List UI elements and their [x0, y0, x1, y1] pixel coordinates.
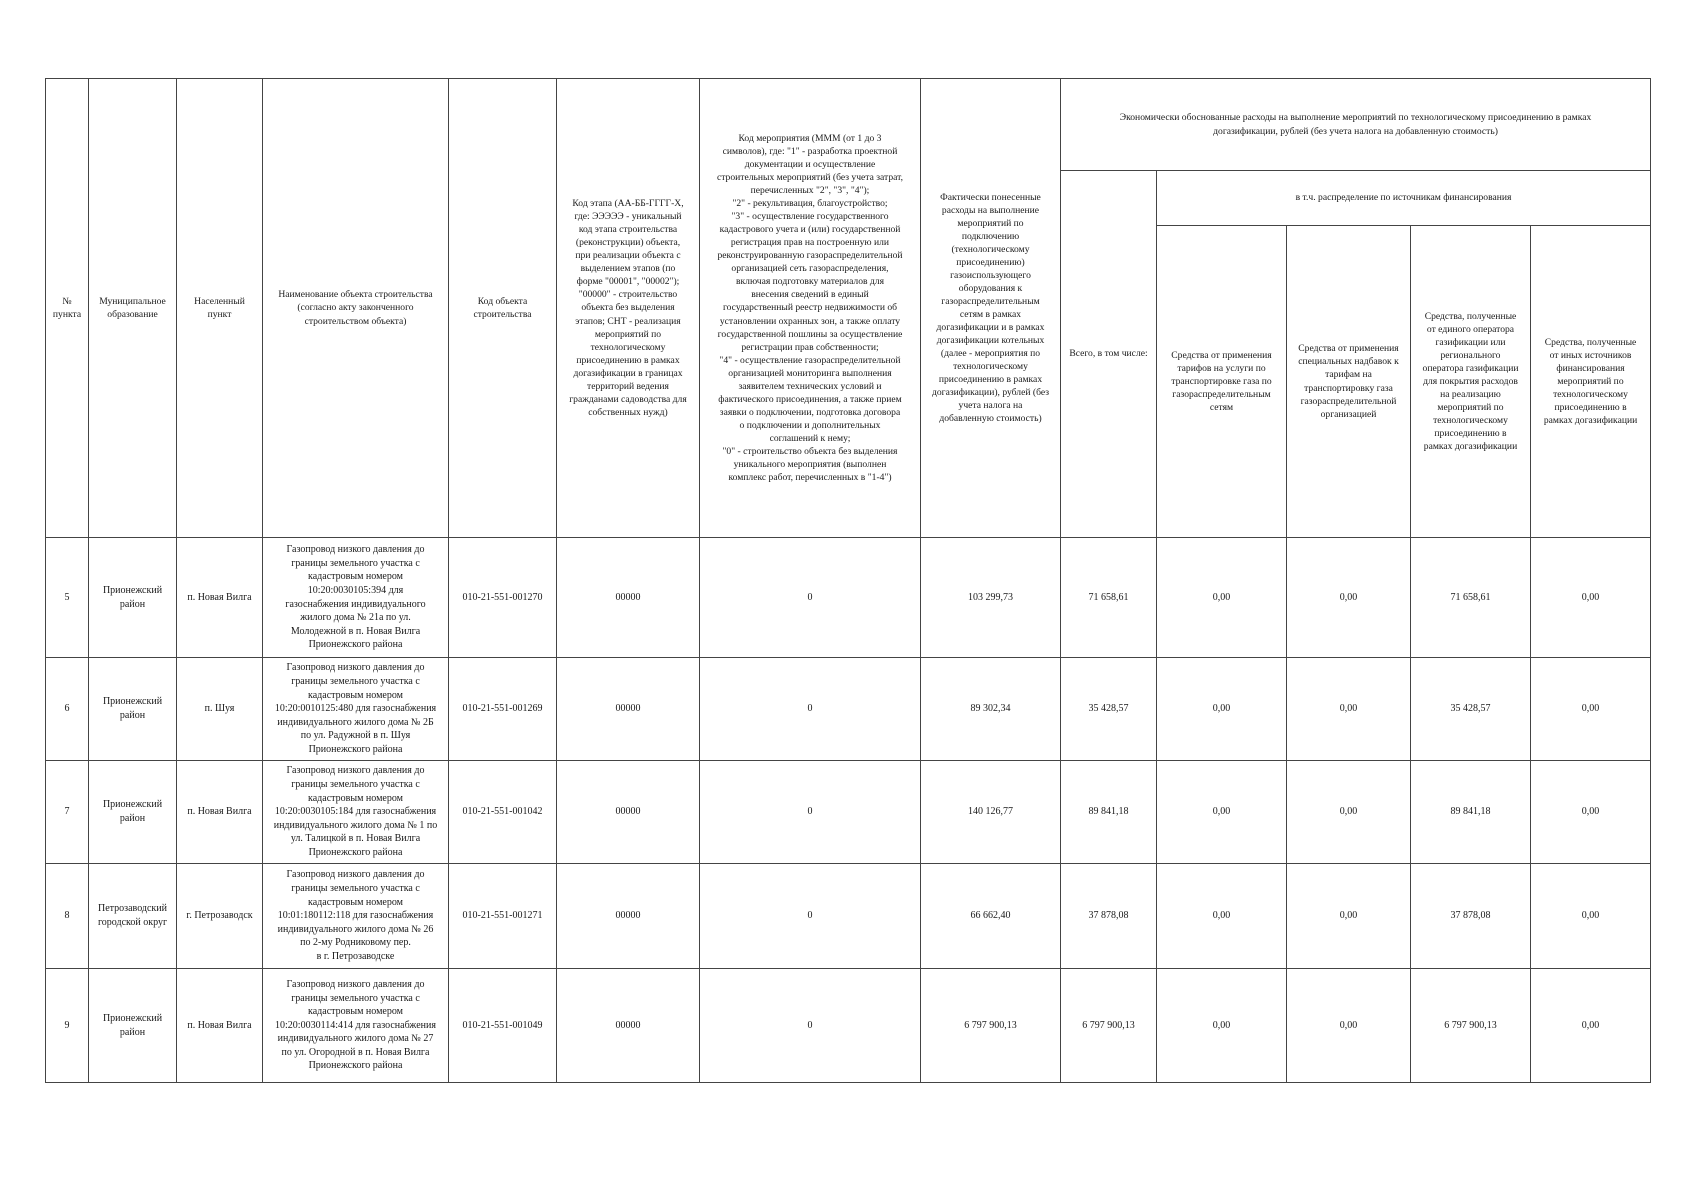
cell-src-operator: 37 878,08 — [1411, 864, 1531, 969]
cell-src-other: 0,00 — [1531, 761, 1651, 864]
cell-src-operator: 6 797 900,13 — [1411, 969, 1531, 1083]
cell-object-code: 010-21-551-001271 — [449, 864, 557, 969]
cell-locality: п. Новая Вилга — [177, 969, 263, 1083]
cell-src-operator: 35 428,57 — [1411, 658, 1531, 761]
cell-src-surcharges: 0,00 — [1287, 864, 1411, 969]
cell-src-surcharges: 0,00 — [1287, 969, 1411, 1083]
table-body — [46, 538, 1651, 1083]
cell-activity-code: 0 — [700, 538, 921, 658]
cell-src-surcharges: 0,00 — [1287, 761, 1411, 864]
header-num: № пункта — [46, 79, 89, 538]
cell-src-other: 0,00 — [1531, 864, 1651, 969]
cell-locality: п. Новая Вилга — [177, 761, 263, 864]
header-activity-code: Код мероприятия (МММ (от 1 до 3 символов), где: "1" - разработка проектной документации и осуществление строительных мероприятий (без учета затрат, перечисленных "2", "3", "4"); "2" - рекультивация, благоустройство; "3" - осуществление государственного кадастрового учета и (или) государственной регистрация прав на построенную или реконструированную газораспределительной организацией сеть газораспределения, включая подготовку материалов для внесения сведений в единый государственный реестр недвижимости об установлении охранных зон, а также оплату государственной пошлины за осуществление регистрации прав собственности; "4" - осуществление газораспределительной организацией мониторинга выполнения заявителем технических условий и фактического присоединения, а также прием заявки о подключении, подготовка договора о подключении и дополнительных соглашений к нему; "0" - строительство объекта без выделения уникального мероприятия (выполнен комплекс работ, перечисленных в "1-4") — [700, 79, 921, 538]
cell-actual-costs: 140 126,77 — [921, 761, 1061, 864]
cell-object-code: 010-21-551-001269 — [449, 658, 557, 761]
header-stage-code: Код этапа (АА-ББ-ГГГГ-Х, где: ЭЭЭЭЭ - уникальный код этапа строительства (реконструкции) объекта, при реализации объекта с выделением этапов (по форме "00001", "00002"); "00000" - строительство объекта без выделения этапов; СНТ - реализация мероприятий по технологическому присоединению в рамках догазификации в границах территорий ведения гражданами садоводства для собственных нужд) — [557, 79, 700, 538]
cell-actual-costs: 66 662,40 — [921, 864, 1061, 969]
cell-num: 8 — [46, 864, 89, 969]
table-row — [46, 761, 1651, 864]
cell-municipality: Прионежский район — [89, 969, 177, 1083]
header-object-code: Код объекта строительства — [449, 79, 557, 538]
cell-src-surcharges: 0,00 — [1287, 658, 1411, 761]
table-row — [46, 538, 1651, 658]
cell-src-operator: 89 841,18 — [1411, 761, 1531, 864]
cell-locality: п. Новая Вилга — [177, 538, 263, 658]
header-object-name: Наименование объекта строительства (согласно акту законченного строительством объекта) — [263, 79, 449, 538]
cell-num: 9 — [46, 969, 89, 1083]
cell-municipality: Прионежский район — [89, 761, 177, 864]
cell-activity-code: 0 — [700, 761, 921, 864]
header-municipality: Муниципальное образование — [89, 79, 177, 538]
table-header — [46, 79, 1651, 538]
cell-src-operator: 71 658,61 — [1411, 538, 1531, 658]
cell-total: 37 878,08 — [1061, 864, 1157, 969]
table-row — [46, 864, 1651, 969]
header-src-operator: Средства, полученные от единого оператора газификации или регионального оператора газификации для покрытия расходов на реализацию мероприятий по технологическому присоединению в рамках догазификации — [1411, 226, 1531, 538]
cell-src-tariffs: 0,00 — [1157, 969, 1287, 1083]
cell-num: 6 — [46, 658, 89, 761]
cell-num: 7 — [46, 761, 89, 864]
cell-object-name: Газопровод низкого давления до границы земельного участка с кадастровым номером 10:01:180112:118 для газоснабжения индивидуального жилого дома № 26 по 2-му Родниковому пер. в г. Петрозаводске — [263, 864, 449, 969]
cell-municipality: Петрозаводский городской округ — [89, 864, 177, 969]
cell-actual-costs: 103 299,73 — [921, 538, 1061, 658]
cell-src-tariffs: 0,00 — [1157, 761, 1287, 864]
cell-object-name: Газопровод низкого давления до границы земельного участка с кадастровым номером 10:20:0030114:414 для газоснабжения индивидуального жилого дома № 27 по ул. Огородной в п. Новая Вилга Прионежского района — [263, 969, 449, 1083]
cell-total: 89 841,18 — [1061, 761, 1157, 864]
cell-activity-code: 0 — [700, 864, 921, 969]
cell-src-other: 0,00 — [1531, 658, 1651, 761]
cell-activity-code: 0 — [700, 658, 921, 761]
cell-src-tariffs: 0,00 — [1157, 658, 1287, 761]
header-distribution: в т.ч. распределение по источникам финансирования — [1157, 171, 1651, 226]
cell-stage-code: 00000 — [557, 969, 700, 1083]
header-locality: Населенный пункт — [177, 79, 263, 538]
cell-total: 35 428,57 — [1061, 658, 1157, 761]
cell-object-name: Газопровод низкого давления до границы земельного участка с кадастровым номером 10:20:0030105:394 для газоснабжения индивидуального жилого дома № 21а по ул. Молодежной в п. Новая Вилга Прионежского района — [263, 538, 449, 658]
cell-locality: г. Петрозаводск — [177, 864, 263, 969]
cell-actual-costs: 6 797 900,13 — [921, 969, 1061, 1083]
cost-table — [45, 78, 1651, 1083]
cell-src-tariffs: 0,00 — [1157, 864, 1287, 969]
header-src-other: Средства, полученные от иных источников финансирования мероприятий по технологическому присоединению в рамках догазификации — [1531, 226, 1651, 538]
cell-municipality: Прионежский район — [89, 538, 177, 658]
cell-object-name: Газопровод низкого давления до границы земельного участка с кадастровым номером 10:20:0010125:480 для газоснабжения индивидуального жилого дома № 2Б по ул. Радужной в п. Шуя Прионежского района — [263, 658, 449, 761]
cell-object-code: 010-21-551-001270 — [449, 538, 557, 658]
cell-actual-costs: 89 302,34 — [921, 658, 1061, 761]
cell-object-name: Газопровод низкого давления до границы земельного участка с кадастровым номером 10:20:0030105:184 для газоснабжения индивидуального жилого дома № 1 по ул. Талицкой в п. Новая Вилга Прионежского района — [263, 761, 449, 864]
header-src-tariffs: Средства от применения тарифов на услуги по транспортировке газа по газораспределительным сетям — [1157, 226, 1287, 538]
header-src-surcharges: Средства от применения специальных надбавок к тарифам на транспортировку газа газораспределительной организацией — [1287, 226, 1411, 538]
cell-locality: п. Шуя — [177, 658, 263, 761]
header-economic-costs: Экономически обоснованные расходы на выполнение мероприятий по технологическому присоединению в рамках догазификации, рублей (без учета налога на добавленную стоимость) — [1061, 79, 1651, 171]
header-actual-costs: Фактически понесенные расходы на выполнение мероприятий по подключению (технологическому присоединению) газоиспользующего оборудования к газораспределительным сетям в рамках догазификации и в рамках догазификации котельных (далее - мероприятия по технологическому присоединению в рамках догазификации), рублей (без учета налога на добавленную стоимость) — [921, 79, 1061, 538]
table-row — [46, 658, 1651, 761]
cell-stage-code: 00000 — [557, 538, 700, 658]
cell-src-other: 0,00 — [1531, 969, 1651, 1083]
cell-total: 71 658,61 — [1061, 538, 1157, 658]
cell-num: 5 — [46, 538, 89, 658]
cell-total: 6 797 900,13 — [1061, 969, 1157, 1083]
table-row — [46, 969, 1651, 1083]
header-total: Всего, в том числе: — [1061, 171, 1157, 538]
cell-object-code: 010-21-551-001042 — [449, 761, 557, 864]
cell-object-code: 010-21-551-001049 — [449, 969, 557, 1083]
cell-src-tariffs: 0,00 — [1157, 538, 1287, 658]
cell-activity-code: 0 — [700, 969, 921, 1083]
cell-src-surcharges: 0,00 — [1287, 538, 1411, 658]
cell-stage-code: 00000 — [557, 761, 700, 864]
cell-stage-code: 00000 — [557, 864, 700, 969]
cell-stage-code: 00000 — [557, 658, 700, 761]
cell-municipality: Прионежский район — [89, 658, 177, 761]
cell-src-other: 0,00 — [1531, 538, 1651, 658]
